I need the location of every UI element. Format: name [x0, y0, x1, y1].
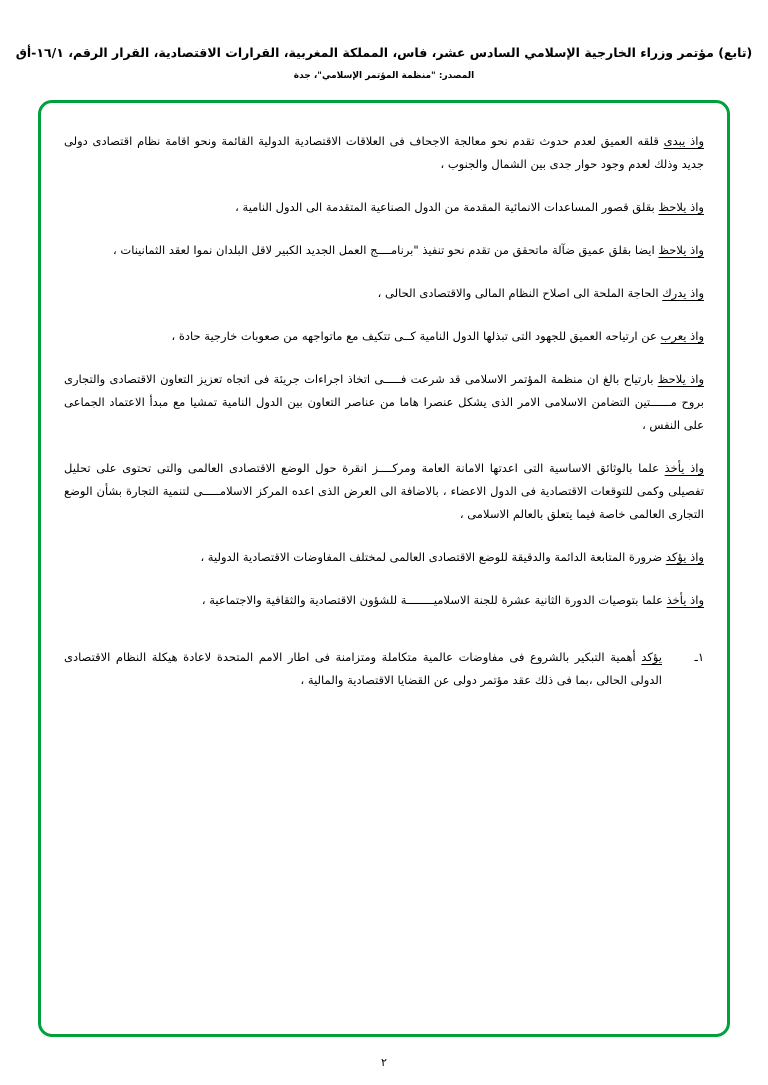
paragraph	[64, 546, 704, 569]
document-body	[64, 118, 704, 1021]
paragraph-text: ايضا بقلق عميق ضآلة ماتحقق من تقدم نحو تنفيذ "برنامــــج العمل الجديد الكبير لاقل البلدان نموا لعقد الثمانينات ،	[113, 242, 659, 257]
paragraph-lead: واذ يؤكد	[665, 549, 704, 564]
paragraph	[64, 457, 704, 526]
paragraph	[64, 325, 704, 348]
paragraph-lead: واذ يلاحظ	[657, 371, 704, 386]
paragraph-lead: واذ يدرك	[662, 285, 704, 300]
paragraph-text: ضرورة المتابعة الدائمة والدقيقة للوضع الاقتصادى العالمى لمختلف المفاوضات الاقتصادية الدولية ،	[200, 549, 666, 564]
paragraph-lead: واذ يلاحظ	[658, 199, 704, 214]
item-body	[64, 646, 662, 692]
item-lead: يؤكد	[641, 649, 662, 664]
numbered-item	[64, 646, 704, 692]
paragraph-text: عن ارتياحه العميق للجهود التى تبذلها الدول النامية كــى تتكيف مع ماتواجهه من صعوبات خارجية حادة ،	[171, 328, 661, 343]
page-footer	[0, 1056, 768, 1069]
item-number: ١ـ	[694, 649, 704, 664]
paragraph	[64, 239, 704, 262]
paragraph-lead: واذ يأخذ	[666, 592, 704, 607]
source-line: المصدر: "منظمة المؤتمر الإسلامي"، جدة	[293, 70, 475, 81]
paragraph-text: بارتياح بالغ ان منظمة المؤتمر الاسلامى قد شرعت فـــــى اتخاذ اجراءات جريئة فى اتجاه تعزيز التعاون الاقتصادى والتجارى بروح مــــــتين التضامن الاسلامى الامر الذى يشكل عنصرا هاما من عناصر التعاون بين الدول النامية تمشيا مع مبدأ الاعتماد الجماعى على النفس ،	[64, 371, 704, 432]
paragraph-text: الحاجة الملحة الى اصلاح النظام المالى والاقتصادى الحالى ،	[377, 285, 663, 300]
paragraph	[64, 282, 704, 305]
paragraph-text: قلقه العميق لعدم حدوث تقدم نحو معالجة الاجحاف فى العلاقات الاقتصادية الدولية القائمة ونحو اقامة نظام اقتصادى دولى جديد وذلك لعدم وجود حوار جدى بين الشمال والجنوب ،	[64, 133, 704, 171]
page-header	[0, 0, 768, 81]
page-number: ٢	[381, 1056, 387, 1069]
paragraph	[64, 196, 704, 219]
paragraph	[64, 589, 704, 612]
paragraph-text: بقلق قصور المساعدات الانمائية المقدمة من الدول الصناعية المتقدمة الى الدول النامية ،	[235, 199, 659, 214]
paragraph-lead: واذ يأخذ	[664, 460, 704, 475]
paragraph-lead: واذ يعرب	[660, 328, 704, 343]
paragraph	[64, 368, 704, 437]
paragraph-text: علما بالوثائق الاساسية التى اعدتها الامانة العامة ومركــــز انقرة حول الوضع الاقتصادى العالمى والتى تحتوى على تحليل تفصيلى وكمى للتوقعات الاقتصادية فى الدول الاعضاء ، بالاضافة الى العرض الذى اعده المركز الاسلامـــــى لتنمية التجارة بشأن الوضع التجارى العالمى خاصة فيما يتعلق بالعالم الاسلامى ،	[64, 460, 704, 521]
paragraph	[64, 130, 704, 176]
paragraph-lead: واذ يبدى	[663, 133, 704, 148]
page-title: (تابع) مؤتمر وزراء الخارجية الإسلامي السادس عشر، فاس، المملكة المغربية، القرارات الاقتصادية، القرار الرقم، ١٦/١-أق	[15, 45, 753, 60]
paragraph-lead: واذ يلاحظ	[658, 242, 704, 257]
paragraph-text: علما بتوصيات الدورة الثانية عشرة للجنة الاسلاميــــــــة للشؤون الاقتصادية والثقافية والاجتماعية ،	[201, 592, 667, 607]
item-text: أهمية التبكير بالشروع فى مفاوضات عالمية متكاملة ومتزامنة فى اطار الامم المتحدة لاعادة هيكلة النظام الاقتصادى الدولى الحالى ،بما فى ذلك عقد مؤتمر دولى عن القضايا الاقتصادية والمالية ،	[64, 649, 662, 687]
